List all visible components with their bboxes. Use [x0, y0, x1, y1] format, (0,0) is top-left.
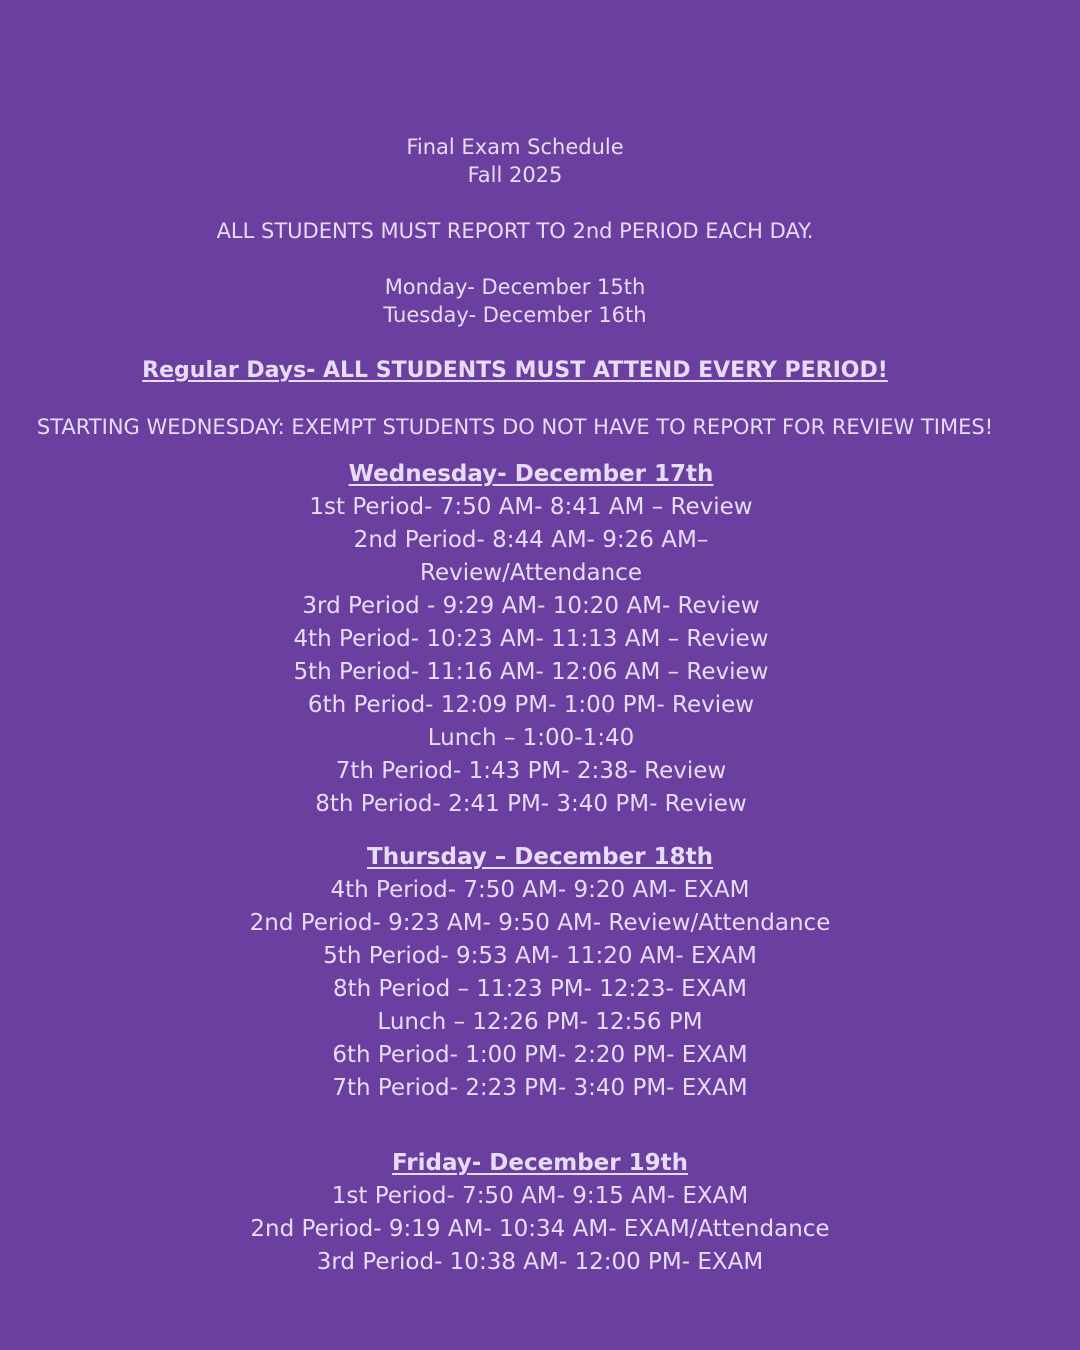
thursday-line: 2nd Period- 9:23 AM- 9:50 AM- Review/Attendance: [249, 910, 831, 936]
friday-line: 2nd Period- 9:19 AM- 10:34 AM- EXAM/Attendance: [250, 1216, 830, 1242]
wednesday-line: 5th Period- 11:16 AM- 12:06 AM – Review: [293, 659, 769, 685]
thursday-line: 5th Period- 9:53 AM- 11:20 AM- EXAM: [323, 943, 757, 969]
thursday-heading: Thursday – December 18th: [367, 844, 713, 870]
wednesday-line: 6th Period- 12:09 PM- 1:00 PM- Review: [307, 692, 755, 718]
wednesday-line: 1st Period- 7:50 AM- 8:41 AM – Review: [309, 494, 753, 520]
wednesday-line: 3rd Period - 9:29 AM- 10:20 AM- Review: [302, 593, 760, 619]
regular-days-heading: Regular Days- ALL STUDENTS MUST ATTEND EVERY PERIOD!: [142, 358, 888, 383]
friday-line: 1st Period- 7:50 AM- 9:15 AM- EXAM: [331, 1183, 749, 1209]
page-title: Final Exam Schedule: [406, 135, 624, 159]
wednesday-line: Lunch – 1:00-1:40: [427, 725, 635, 751]
wednesday-line: 2nd Period- 8:44 AM- 9:26 AM–: [353, 527, 709, 553]
exempt-notice: STARTING WEDNESDAY: EXEMPT STUDENTS DO NOT HAVE TO REPORT FOR REVIEW TIMES!: [36, 415, 994, 439]
thursday-line: 6th Period- 1:00 PM- 2:20 PM- EXAM: [332, 1042, 748, 1068]
wednesday-heading: Wednesday- December 17th: [348, 461, 714, 487]
wednesday-line: Review/Attendance: [420, 560, 642, 586]
wednesday-line: 8th Period- 2:41 PM- 3:40 PM- Review: [315, 791, 747, 817]
thursday-line: 7th Period- 2:23 PM- 3:40 PM- EXAM: [332, 1075, 748, 1101]
friday-line: 3rd Period- 10:38 AM- 12:00 PM- EXAM: [316, 1249, 764, 1275]
thursday-line: 4th Period- 7:50 AM- 9:20 AM- EXAM: [330, 877, 750, 903]
friday-heading: Friday- December 19th: [392, 1150, 688, 1176]
report-notice: ALL STUDENTS MUST REPORT TO 2nd PERIOD EACH DAY.: [216, 219, 814, 243]
tuesday-date: Tuesday- December 16th: [383, 303, 647, 327]
wednesday-line: 7th Period- 1:43 PM- 2:38- Review: [335, 758, 727, 784]
monday-date: Monday- December 15th: [384, 275, 646, 299]
wednesday-line: 4th Period- 10:23 AM- 11:13 AM – Review: [293, 626, 769, 652]
thursday-line: 8th Period – 11:23 PM- 12:23- EXAM: [332, 976, 748, 1002]
term-label: Fall 2025: [467, 163, 563, 187]
thursday-line: Lunch – 12:26 PM- 12:56 PM: [377, 1009, 703, 1035]
